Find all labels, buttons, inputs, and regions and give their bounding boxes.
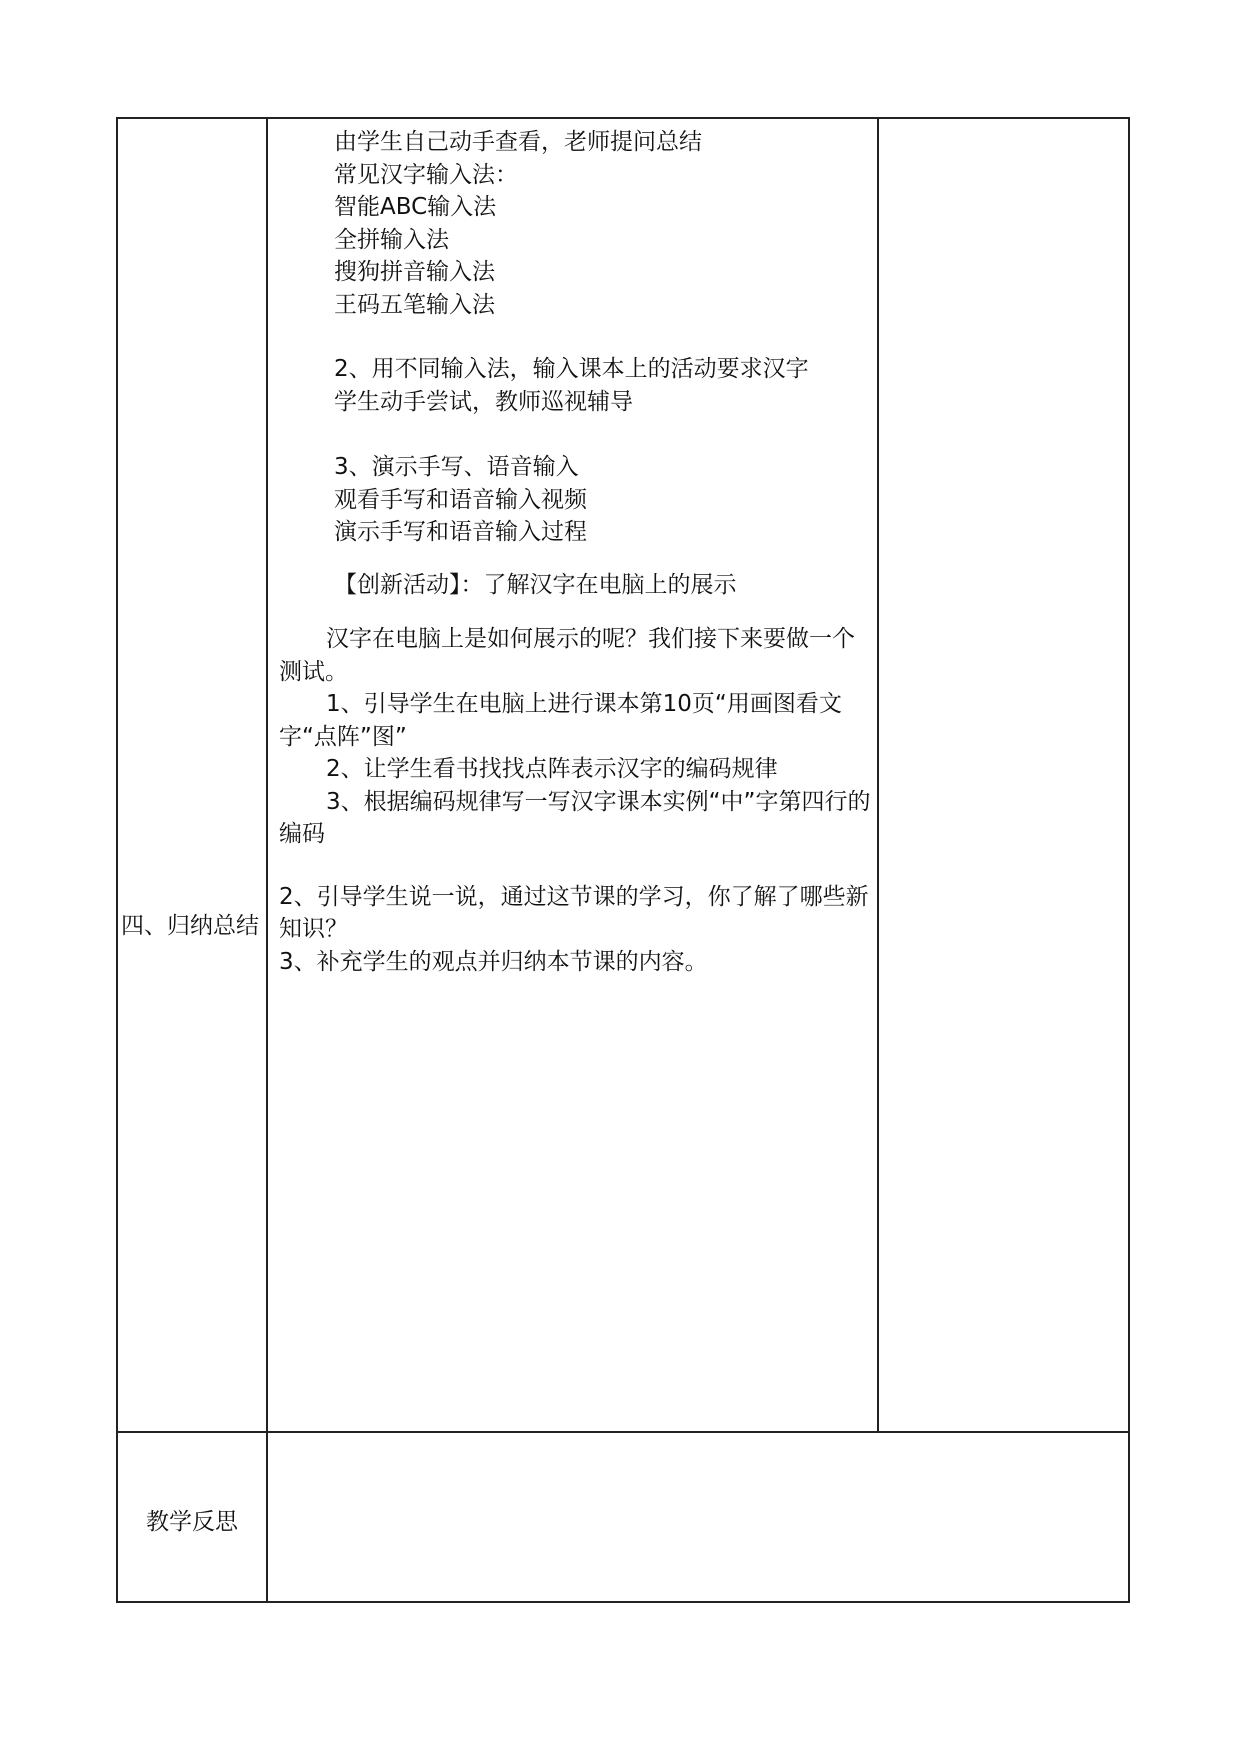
spacer bbox=[279, 549, 875, 569]
lesson-plan-table bbox=[116, 117, 1130, 1603]
step-2-detail: 学生动手尝试，教师巡视辅导 bbox=[334, 388, 633, 415]
spacer bbox=[279, 418, 875, 451]
summary-row bbox=[117, 118, 1129, 1432]
activity-step: 2、让学生看书找找点阵表示汉字的编码规律 bbox=[326, 756, 778, 782]
reflection-label: 教学反思 bbox=[146, 1509, 238, 1535]
spacer bbox=[279, 321, 875, 353]
step-3-detail: 观看手写和语音输入视频 bbox=[334, 486, 587, 513]
ime-item: 智能ABC输入法 bbox=[334, 194, 497, 220]
ime-heading: 常见汉字输入法： bbox=[334, 161, 518, 188]
spacer bbox=[279, 601, 875, 623]
teaching-content bbox=[279, 126, 875, 978]
innovation-activity-title: 【创新活动】：了解汉字在电脑上的展示 bbox=[334, 571, 737, 598]
notes-cell bbox=[878, 118, 1129, 1432]
summary-label: 四、归纳总结 bbox=[121, 913, 259, 939]
ime-item: 搜狗拼音输入法 bbox=[334, 259, 495, 285]
activity-step: 1、引导学生在电脑上进行课本第10页“用画图看文字“点阵”图” bbox=[279, 691, 842, 750]
ime-item: 王码五笔输入法 bbox=[334, 291, 495, 318]
teaching-content-cell bbox=[267, 118, 878, 1432]
step-2-title: 2、用不同输入法，输入课本上的活动要求汉字 bbox=[334, 356, 809, 382]
summary-step: 2、引导学生说一说，通过这节课的学习，你了解了哪些新知识？ bbox=[279, 883, 869, 942]
reflection-label-cell bbox=[117, 1432, 267, 1602]
summary-step: 3、补充学生的观点并归纳本节课的内容。 bbox=[279, 948, 708, 975]
step-3-title: 3、演示手写、语音输入 bbox=[334, 454, 579, 480]
step-3-detail: 演示手写和语音输入过程 bbox=[334, 519, 587, 545]
reflection-row bbox=[117, 1432, 1129, 1602]
summary-label-cell bbox=[117, 118, 267, 1432]
spacer bbox=[279, 851, 875, 881]
intro-text: 由学生自己动手查看，老师提问总结 bbox=[334, 129, 702, 155]
reflection-content-cell bbox=[267, 1432, 1129, 1602]
ime-item: 全拼输入法 bbox=[334, 226, 449, 253]
activity-step: 3、根据编码规律写一写汉字课本实例“中”字第四行的编码 bbox=[279, 788, 871, 847]
activity-intro: 汉字在电脑上是如何展示的呢？我们接下来要做一个测试。 bbox=[279, 626, 855, 685]
